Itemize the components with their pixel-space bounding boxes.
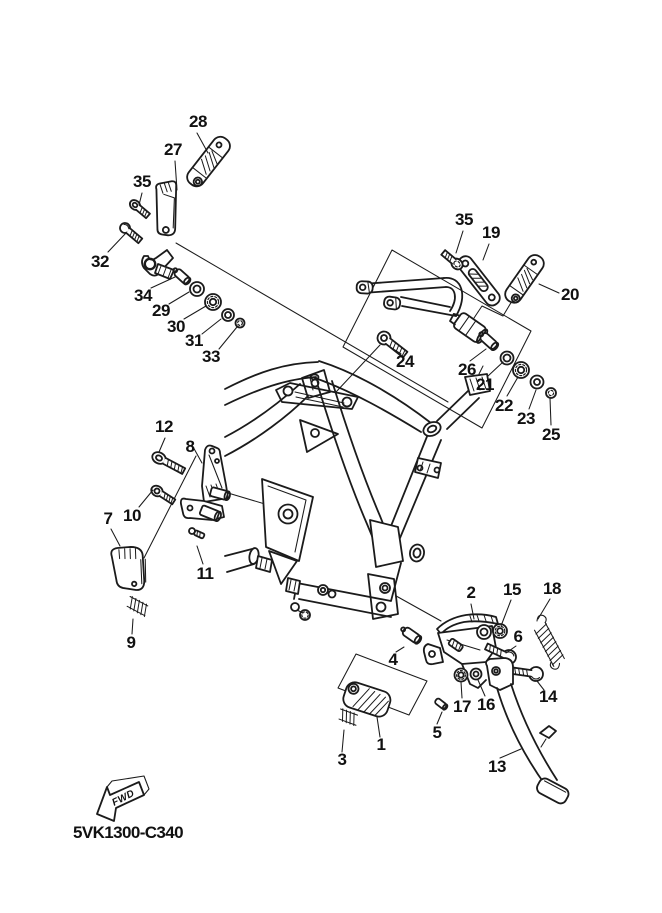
spring-3 — [337, 708, 360, 726]
callout-33: 33 — [202, 347, 220, 366]
callout-11: 11 — [196, 564, 214, 583]
washer-23 — [531, 376, 544, 389]
callout-27: 27 — [164, 140, 182, 159]
spring-9 — [125, 596, 150, 617]
nut-15 — [493, 624, 507, 638]
washer-29 — [190, 282, 204, 296]
callout-9: 9 — [126, 633, 136, 652]
callout-6: 6 — [513, 627, 523, 646]
callout-31: 31 — [185, 331, 203, 350]
spring-18 — [527, 613, 569, 670]
pin-34 — [171, 266, 192, 286]
assembly-brake-bracket-left — [100, 446, 230, 617]
callout-13: 13 — [488, 757, 506, 776]
callout-35-left: 35 — [133, 172, 151, 191]
footrest-peg-28 — [184, 134, 233, 190]
clamp-bracket — [142, 250, 174, 279]
bolt-12 — [150, 450, 186, 476]
callout-12: 12 — [155, 417, 173, 436]
nut-25 — [546, 388, 556, 398]
callout-30: 30 — [167, 317, 185, 336]
side-stand-13 — [486, 658, 571, 806]
callout-2: 2 — [466, 583, 476, 602]
callout-3: 3 — [337, 750, 347, 769]
nut-30 — [205, 294, 221, 310]
fwd-arrow-label: FWD — [110, 788, 137, 809]
assembly-passenger-footrest-right — [356, 249, 556, 398]
part-code: 5VK1300-C340 — [73, 823, 183, 842]
u-bar — [356, 278, 462, 316]
callout-4: 4 — [388, 650, 398, 669]
frame — [225, 361, 490, 620]
pin-5 — [434, 698, 448, 711]
callout-17: 17 — [453, 697, 471, 716]
callout-19: 19 — [482, 223, 500, 242]
callout-24: 24 — [396, 352, 414, 371]
callout-35-right: 35 — [455, 210, 473, 229]
callout-5: 5 — [432, 723, 442, 742]
callout-16: 16 — [477, 695, 495, 714]
callout-25: 25 — [542, 425, 560, 444]
nut-22 — [513, 362, 529, 378]
footrest-7 — [100, 540, 156, 596]
callout-34: 34 — [134, 286, 152, 305]
callout-20: 20 — [561, 285, 579, 304]
callout-1: 1 — [376, 735, 386, 754]
callout-7: 7 — [103, 509, 113, 528]
callout-23: 23 — [517, 409, 535, 428]
callout-15: 15 — [503, 580, 521, 599]
callout-29: 29 — [152, 301, 170, 320]
callout-8: 8 — [185, 437, 195, 456]
callout-32: 32 — [91, 252, 109, 271]
callout-14: 14 — [539, 687, 557, 706]
washer-31 — [222, 309, 234, 321]
callout-26: 26 — [458, 360, 476, 379]
callout-18: 18 — [543, 579, 561, 598]
pin-4 — [399, 625, 423, 645]
nut-33 — [236, 319, 245, 328]
footrest-pad-1 — [341, 680, 393, 719]
washer-16 — [471, 669, 482, 680]
nut-17 — [455, 669, 468, 682]
callout-28: 28 — [189, 112, 207, 131]
callout-22: 22 — [495, 396, 513, 415]
bolt-10 — [149, 484, 176, 507]
callout-21: 21 — [476, 375, 494, 394]
bolt-32 — [118, 221, 144, 245]
pin-11 — [188, 527, 205, 539]
bolt-35-right — [440, 249, 465, 272]
callout-10: 10 — [123, 506, 141, 525]
fwd-arrow — [97, 776, 149, 821]
footrest-peg-20 — [502, 252, 547, 306]
